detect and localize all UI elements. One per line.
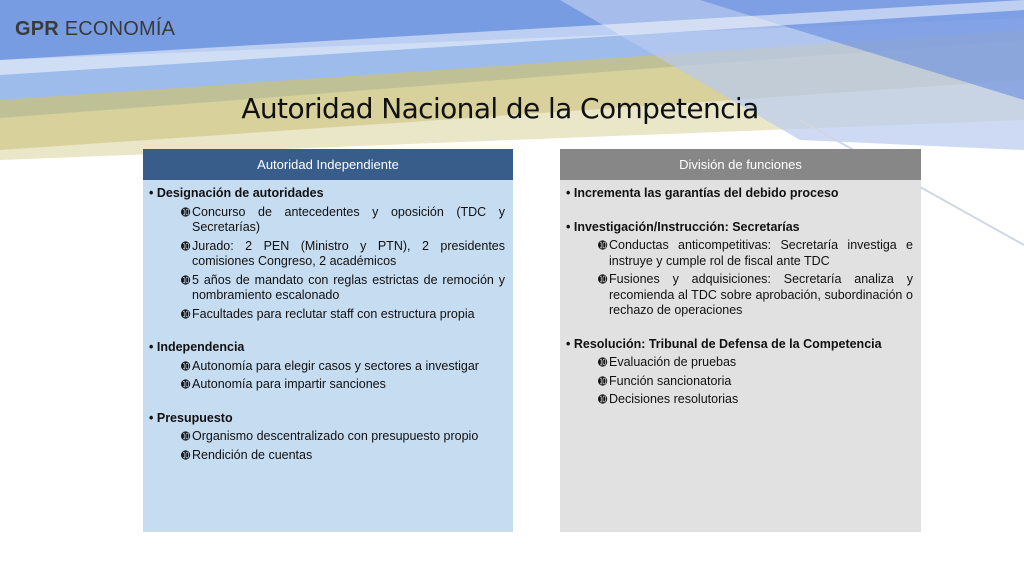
list-item [598,355,913,371]
bullet-marker-icon: ➓ [181,360,191,373]
right-panel [560,149,921,532]
list-item-text: Autonomía para impartir sanciones [192,377,386,391]
list-item [181,273,505,304]
list-item [181,359,505,375]
bullet-marker-icon: ➓ [598,394,608,406]
bullet-marker-icon: ➓ [181,274,191,287]
section-heading: • Investigación/Instrucción: Secretarías [566,220,913,236]
list-item [181,448,505,464]
bullet-marker-icon: ➓ [181,206,191,219]
list-item [598,272,913,319]
list-item [181,307,505,323]
section-heading: • Incrementa las garantías del debido proceso [566,186,913,202]
section [566,186,913,202]
list-item [598,392,913,408]
list-item-text: Facultades para reclutar staff con estructura propia [192,306,475,321]
sub-list [149,205,505,323]
left-panel [143,149,513,532]
bullet-marker-icon: ➓ [598,240,608,252]
bullet-marker-icon: ➓ [181,379,191,391]
list-item-text: Fusiones y adquisiciones: Secretaría analiza y recomienda al TDC sobre aprobación, subordinación o rechazo de operaciones [609,272,913,317]
section [566,220,913,319]
list-item-text: Organismo descentralizado con presupuesto propio [192,429,479,443]
bullet-marker-icon: ➓ [181,431,191,443]
section-heading: • Resolución: Tribunal de Defensa de la Competencia [566,337,913,353]
section [566,337,913,408]
list-item [181,377,505,393]
sub-list [149,359,505,393]
bullet-marker-icon: ➓ [181,308,191,321]
brand-bold: GPR [15,18,59,40]
list-item-text: Rendición de cuentas [192,447,313,462]
bullet-marker-icon: ➓ [181,240,191,253]
list-item-text: Concurso de antecedentes y oposición (TDC y Secretarías) [192,204,505,234]
section [149,340,505,393]
section-heading: • Independencia [149,340,505,356]
list-item [181,429,505,445]
section-heading: • Designación de autoridades [149,186,505,202]
list-item-text: Función sancionatoria [609,373,732,388]
bullet-marker-icon: ➓ [598,357,608,369]
list-item-text: Jurado: 2 PEN (Ministro y PTN), 2 presidentes comisiones Congreso, 2 académicos [192,238,505,268]
list-item [181,239,505,270]
list-item-text: 5 años de mandato con reglas estrictas de remoción y nombramiento escalonado [192,272,505,302]
section [149,186,505,322]
list-item-text: Conductas anticompetitivas: Secretaría investiga e instruye y cumple rol de fiscal ante TDC [609,238,913,268]
sub-list [566,355,913,408]
bullet-marker-icon: ➓ [181,449,191,462]
left-panel-header: Autoridad Independiente [143,149,513,180]
brand-logo [15,18,175,41]
brand-rest: ECONOMÍA [64,18,176,40]
list-item [598,374,913,390]
right-panel-header: División de funciones [560,149,921,180]
list-item-text: Decisiones resolutorias [609,392,739,406]
left-panel-body [143,180,513,463]
bullet-marker-icon: ➓ [598,375,608,388]
list-item-text: Evaluación de pruebas [609,355,737,369]
list-item [181,205,505,236]
section [149,411,505,464]
sub-list [149,429,505,463]
page-title: Autoridad Nacional de la Competencia [241,92,759,125]
right-panel-body [560,180,921,408]
list-item [598,238,913,269]
bullet-marker-icon: ➓ [598,274,608,286]
section-heading: • Presupuesto [149,411,505,427]
sub-list [566,238,913,319]
list-item-text: Autonomía para elegir casos y sectores a investigar [192,358,479,373]
